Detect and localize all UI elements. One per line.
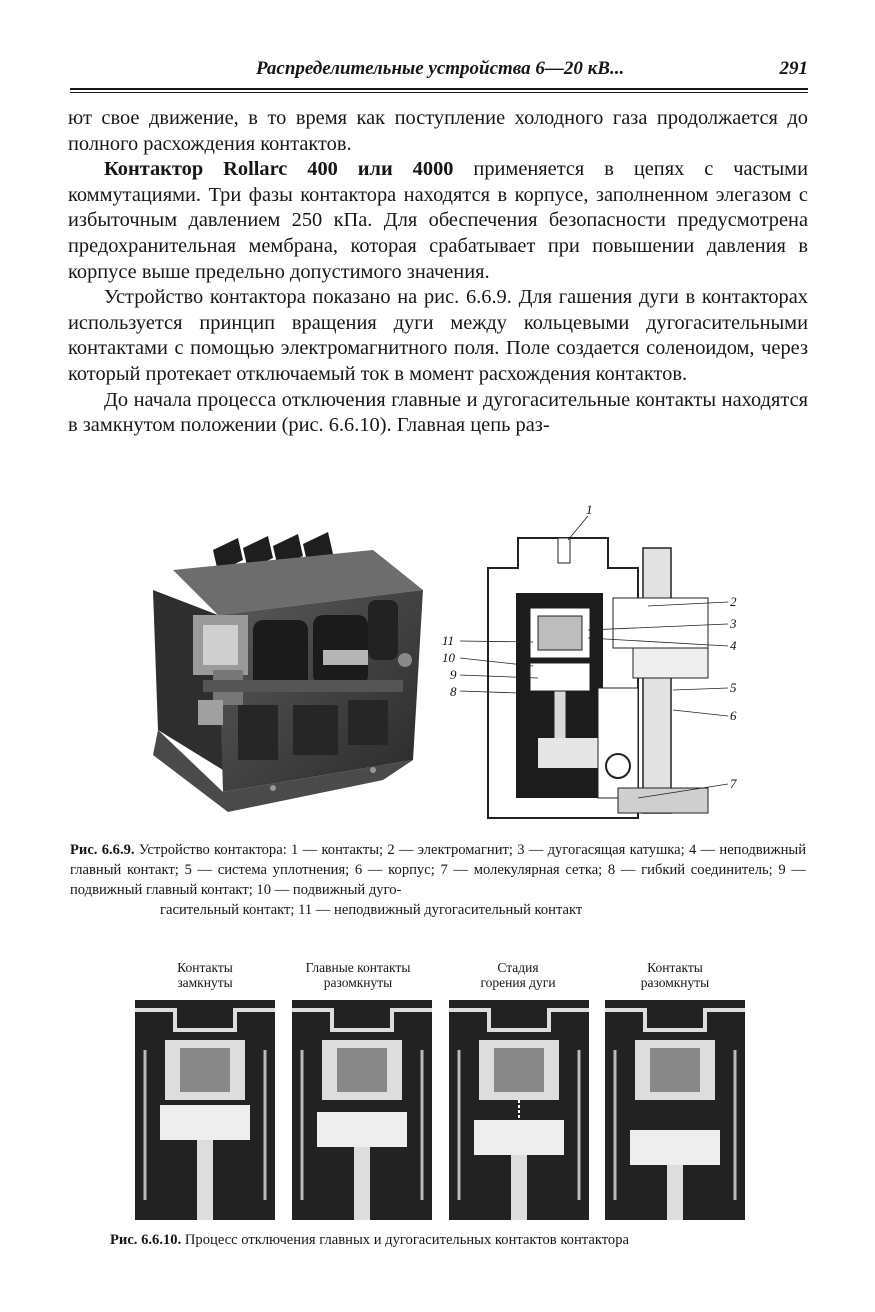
callout-8: 8 xyxy=(450,684,457,699)
callout-6: 6 xyxy=(730,708,737,723)
header-rule-thin xyxy=(70,92,808,93)
stage-image-1 xyxy=(135,1000,275,1220)
header-rule-thick xyxy=(70,88,808,90)
paragraph-2-bold: Контактор Rollarc 400 или 4000 xyxy=(104,158,454,181)
stage-1-line-1: Контакты xyxy=(177,960,233,975)
paragraph-1: ют свое движение, в то время как поступление холодного газа продолжается до полного расхождения контактов. xyxy=(68,107,808,155)
paragraph-3: Устройство контактора показано на рис. 6.6.9. Для гашения дуги в контакторах используется принцип вращения дуги между кольцевыми дугогасительными контактами с помощью электромагнитного поля. Поле создается соленоидом, через который протекает отключаемый ток в момент расхождения контактов. xyxy=(68,286,808,385)
callout-4: 4 xyxy=(730,638,737,653)
callout-3: 3 xyxy=(730,616,737,631)
stage-image-3 xyxy=(449,1000,589,1220)
body-text xyxy=(68,106,808,439)
stage-3-line-1: Стадия xyxy=(497,960,539,975)
stage-1-line-2: замкнуты xyxy=(177,975,233,990)
paragraph-4: До начала процесса отключения главные и дугогасительные контакты находятся в замкнутом положении (рис. 6.6.10). Главная цепь раз- xyxy=(68,388,808,437)
figure-6-6-9-text-last: гасительный контакт; 11 — неподвижный дугогасительный контакт xyxy=(160,902,583,918)
stage-2-line-1: Главные контакты xyxy=(305,960,411,975)
callout-7: 7 xyxy=(730,776,737,791)
callout-2: 2 xyxy=(730,594,737,609)
stage-3-line-2: горения дуги xyxy=(480,975,556,990)
stage-label-2 xyxy=(283,960,433,990)
callout-9: 9 xyxy=(450,667,457,682)
stage-4-line-1: Контакты xyxy=(647,960,703,975)
header-title: Распределительные устройства 6—20 кВ... xyxy=(256,58,625,79)
stage-4-line-2: разомкнуты xyxy=(640,975,710,990)
contactor-photo xyxy=(143,530,433,815)
contactor-cross-section xyxy=(438,498,758,828)
figure-6-6-10-text: Процесс отключения главных и дугогасительных контактов контактора xyxy=(181,1232,629,1248)
running-header xyxy=(70,58,808,84)
callout-10: 10 xyxy=(442,650,455,665)
stage-image-4 xyxy=(605,1000,745,1220)
figure-6-6-9-caption xyxy=(70,840,806,920)
stage-label-4 xyxy=(600,960,750,990)
callout-11: 11 xyxy=(442,633,455,648)
callout-5: 5 xyxy=(730,680,737,695)
figure-6-6-10-caption xyxy=(110,1232,810,1249)
page-number: 291 xyxy=(779,58,808,79)
stage-image-2 xyxy=(292,1000,432,1220)
callout-1: 1 xyxy=(586,502,593,517)
stage-label-3 xyxy=(443,960,593,990)
stage-2-line-2: разомкнуты xyxy=(323,975,393,990)
figure-6-6-10-label: Рис. 6.6.10. xyxy=(110,1232,182,1248)
figure-6-6-9-text: Устройство контактора: 1 — контакты; 2 — электромагнит; 3 — дугогасящая катушка; 4 — неподвижный главный контакт; 5 — система уплотнения; 6 — корпус; 7 — молекулярная сетка; 8 — гибкий соединитель; 9 — подвижный главный контакт; 10 — подвижный дуго- xyxy=(70,842,807,898)
stage-label-1 xyxy=(130,960,280,990)
figure-6-6-9-label: Рис. 6.6.9. xyxy=(70,842,135,858)
paragraph-2 xyxy=(68,157,808,285)
paragraph-2-text: применяется в цепях с частыми коммутациями. Три фазы контактора находятся в корпусе, заполненном элегазом с избыточным давлением 250 кПа. Для обеспечения безопасности предусмотрена предохранительная мембрана, которая срабатывает при повышении давления в корпусе выше предельно допустимого значения. xyxy=(68,158,808,283)
